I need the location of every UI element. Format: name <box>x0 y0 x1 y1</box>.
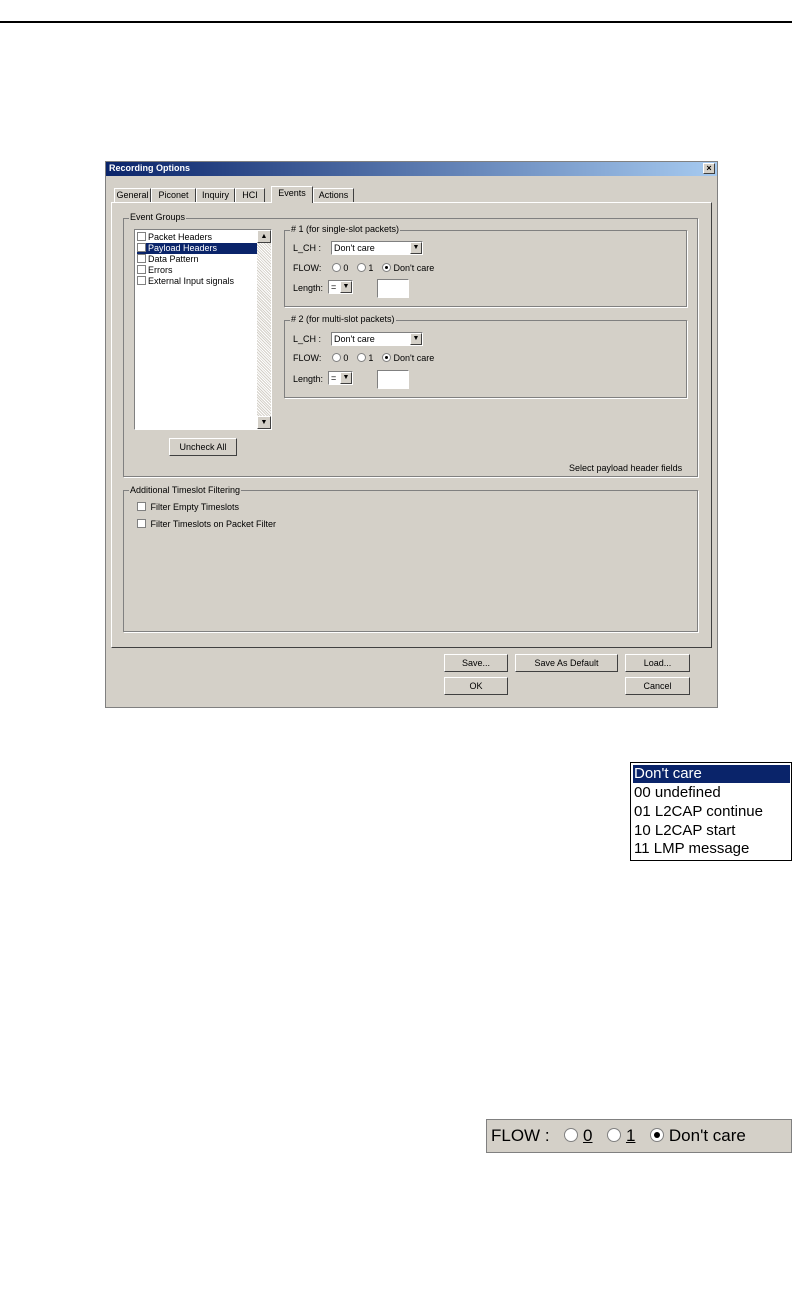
group1-lch-select[interactable]: Don't care ▼ <box>331 241 423 255</box>
uncheck-all-button[interactable]: Uncheck All <box>169 438 237 456</box>
dropdown-option-00[interactable]: 00 undefined <box>634 784 721 801</box>
group1-label: # 1 (for single-slot packets) <box>291 224 400 234</box>
group2-flow-1-radio[interactable] <box>357 353 366 362</box>
list-item-external-input-signals[interactable]: External Input signals <box>137 276 257 287</box>
tab-piconet[interactable]: Piconet <box>151 188 196 202</box>
save-button[interactable]: Save... <box>444 654 508 672</box>
event-groups-list[interactable] <box>134 229 272 430</box>
group1-flow-label: FLOW: <box>293 263 322 273</box>
list-item-data-pattern[interactable]: Data Pattern <box>137 254 257 265</box>
dropdown-option-01[interactable]: 01 L2CAP continue <box>634 803 763 820</box>
filter-packet-filter-row[interactable]: Filter Timeslots on Packet Filter <box>137 519 276 530</box>
tab-actions[interactable]: Actions <box>313 188 354 202</box>
chevron-down-icon[interactable]: ▼ <box>410 333 422 345</box>
group1-length-input[interactable] <box>377 279 409 298</box>
group2-flow-label: FLOW: <box>293 353 322 363</box>
flow-closeup <box>486 1119 792 1153</box>
load-button[interactable]: Load... <box>625 654 690 672</box>
group2-length-op-select[interactable]: = ▼ <box>328 371 353 385</box>
group1-flow-1-radio[interactable] <box>357 263 366 272</box>
tab-general[interactable]: General <box>114 188 151 202</box>
filter-empty-timeslots-row[interactable]: Filter Empty Timeslots <box>137 502 239 513</box>
group2-flow-row: FLOW: 0 1 Don't care <box>293 353 435 363</box>
group2-label: # 2 (for multi-slot packets) <box>291 314 395 324</box>
flow-closeup-1-radio[interactable] <box>607 1128 621 1142</box>
recording-options-dialog <box>105 161 718 708</box>
errors-checkbox[interactable] <box>137 265 146 274</box>
group1-flow-row: FLOW: 0 1 Don't care <box>293 263 435 273</box>
payload-headers-checkbox[interactable] <box>137 243 146 252</box>
tab-inquiry[interactable]: Inquiry <box>196 188 235 202</box>
packet-headers-checkbox[interactable] <box>137 232 146 241</box>
group1-length-op-select[interactable]: = ▼ <box>328 280 353 294</box>
group2-lch-select[interactable]: Don't care ▼ <box>331 332 423 346</box>
chevron-down-icon[interactable]: ▼ <box>340 281 352 293</box>
scroll-down-icon[interactable]: ▼ <box>257 416 271 429</box>
list-item-payload-headers[interactable]: Payload Headers <box>137 243 257 254</box>
list-item-errors[interactable]: Errors <box>137 265 257 276</box>
scroll-up-icon[interactable]: ▲ <box>257 230 271 243</box>
flow-closeup-dontcare-label: Don't care <box>668 1126 746 1145</box>
flow-closeup-1-label: 1 <box>625 1126 636 1145</box>
list-scrollbar[interactable] <box>257 230 271 429</box>
dropdown-option-10[interactable]: 10 L2CAP start <box>634 822 736 839</box>
external-input-signals-checkbox[interactable] <box>137 276 146 285</box>
dialog-title: Recording Options <box>109 163 190 173</box>
timeslot-label: Additional Timeslot Filtering <box>130 485 241 495</box>
group1-flow-dontcare-radio[interactable] <box>382 263 391 272</box>
filter-empty-timeslots-checkbox[interactable] <box>137 502 146 511</box>
cancel-button[interactable]: Cancel <box>625 677 690 695</box>
close-icon[interactable]: × <box>703 163 715 174</box>
list-item-packet-headers[interactable]: Packet Headers <box>137 232 257 243</box>
flow-closeup-0-radio[interactable] <box>564 1128 578 1142</box>
flow-closeup-dontcare-radio[interactable] <box>650 1128 664 1142</box>
dropdown-option-11[interactable]: 11 LMP message <box>634 840 750 857</box>
hint-text: Select payload header fields <box>569 463 683 473</box>
tab-events[interactable]: Events <box>271 186 313 203</box>
group2-length-label: Length: <box>293 374 324 384</box>
chevron-down-icon[interactable]: ▼ <box>410 242 422 254</box>
page-top-rule <box>0 21 792 23</box>
group1-length-label: Length: <box>293 283 324 293</box>
filter-packet-filter-checkbox[interactable] <box>137 519 146 528</box>
dropdown-option-dont-care[interactable]: Don't care <box>633 765 790 783</box>
group1-lch-label: L_CH : <box>293 243 322 253</box>
title-bar[interactable] <box>106 162 717 176</box>
group2-flow-dontcare-radio[interactable] <box>382 353 391 362</box>
group2-lch-label: L_CH : <box>293 334 322 344</box>
flow-closeup-label: FLOW : <box>491 1126 550 1145</box>
chevron-down-icon[interactable]: ▼ <box>340 372 352 384</box>
ok-button[interactable]: OK <box>444 677 508 695</box>
data-pattern-checkbox[interactable] <box>137 254 146 263</box>
lch-dropdown-list[interactable] <box>630 762 792 861</box>
group2-flow-0-radio[interactable] <box>332 353 341 362</box>
group2-length-input[interactable] <box>377 370 409 389</box>
group1-flow-0-radio[interactable] <box>332 263 341 272</box>
flow-closeup-0-label: 0 <box>583 1126 593 1145</box>
save-as-default-button[interactable]: Save As Default <box>515 654 618 672</box>
event-groups-label: Event Groups <box>130 212 186 222</box>
tab-hci[interactable]: HCI <box>235 188 265 202</box>
